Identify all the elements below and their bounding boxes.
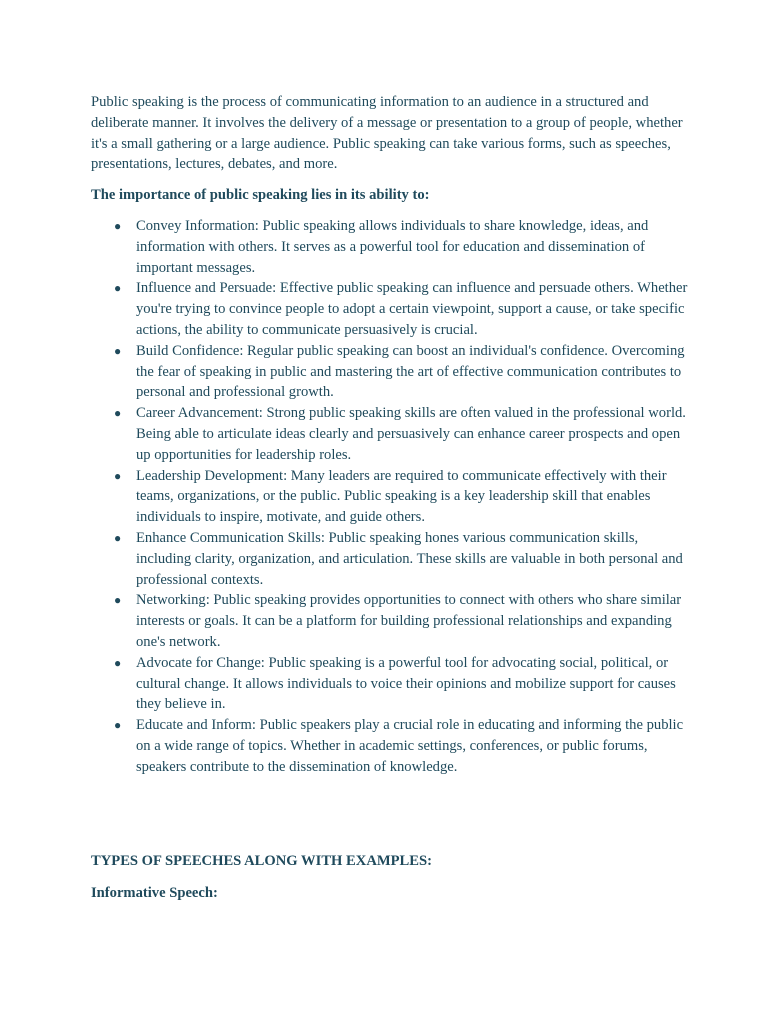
section-title: TYPES OF SPEECHES ALONG WITH EXAMPLES: (91, 853, 432, 869)
list-item-text: Advocate for Change: Public speaking is a powerful tool for advocating social, political, or cultural change. It allows individuals to voice their opinions and mobilize support for causes they believe in. (136, 654, 676, 713)
section-subtitle: Informative Speech: (91, 885, 218, 901)
importance-heading: The importance of public speaking lies in its ability to: (91, 187, 430, 204)
list-item (114, 528, 691, 590)
list-item (114, 715, 691, 777)
list-item-text: Build Confidence: Regular public speaking can boost an individual's confidence. Overcoming the fear of speaking in public and mastering the art of effective communication contributes to personal and professional growth. (136, 342, 685, 401)
list-item-text: Convey Information: Public speaking allows individuals to share knowledge, ideas, and information with others. It serves as a powerful tool for education and dissemination of important messages. (136, 217, 649, 276)
bullet-icon: ● (114, 218, 122, 233)
list-item-text: Networking: Public speaking provides opportunities to connect with others who share similar interests or goals. It can be a platform for building professional relationships and expanding one's network. (136, 592, 682, 650)
list-item (114, 341, 691, 403)
list-item (114, 278, 691, 340)
importance-list (91, 216, 691, 778)
bullet-icon: ● (114, 530, 122, 545)
list-item (114, 466, 691, 528)
bullet-icon: ● (114, 406, 122, 421)
bullet-icon: ● (114, 593, 122, 608)
bullet-icon: ● (114, 281, 122, 296)
list-item (114, 653, 691, 715)
bullet-icon: ● (114, 718, 122, 733)
list-item-text: Leadership Development: Many leaders are required to communicate effectively with their teams, organizations, or the public. Public speaking is a key leadership skill that enables individuals to inspire, motivate, and guide others. (136, 467, 667, 526)
list-item-text: Influence and Persuade: Effective public speaking can influence and persuade others. Whether you're trying to convince people to adopt a certain viewpoint, support a cause, or take specific actions, the ability to communicate persuasively is crucial. (136, 280, 688, 338)
bullet-icon: ● (114, 343, 122, 358)
list-item (114, 403, 691, 465)
intro-paragraph: Public speaking is the process of communicating information to an audience in a structured and deliberate manner. It involves the delivery of a message or presentation to a group of people, whether it's a small gathering or a large audience. Public speaking can take various forms, such as speeches, presentations, lectures, debates, and more. (91, 94, 683, 173)
list-item (114, 590, 691, 652)
bullet-icon: ● (114, 655, 122, 670)
document-body (91, 92, 691, 778)
list-item (114, 216, 691, 278)
list-item-text: Career Advancement: Strong public speaking skills are often valued in the professional world. Being able to articulate ideas clearly and persuasively can enhance career prospects and open up opportunities for leadership roles. (136, 405, 686, 463)
list-item-text: Educate and Inform: Public speakers play a crucial role in educating and informing the public on a wide range of topics. Whether in academic settings, conferences, or public forums, speakers contribute to the dissemination of knowledge. (136, 717, 684, 775)
list-item-text: Enhance Communication Skills: Public speaking hones various communication skills, including clarity, organization, and articulation. These skills are valuable in both personal and professional contexts. (136, 529, 683, 588)
bullet-icon: ● (114, 468, 122, 483)
